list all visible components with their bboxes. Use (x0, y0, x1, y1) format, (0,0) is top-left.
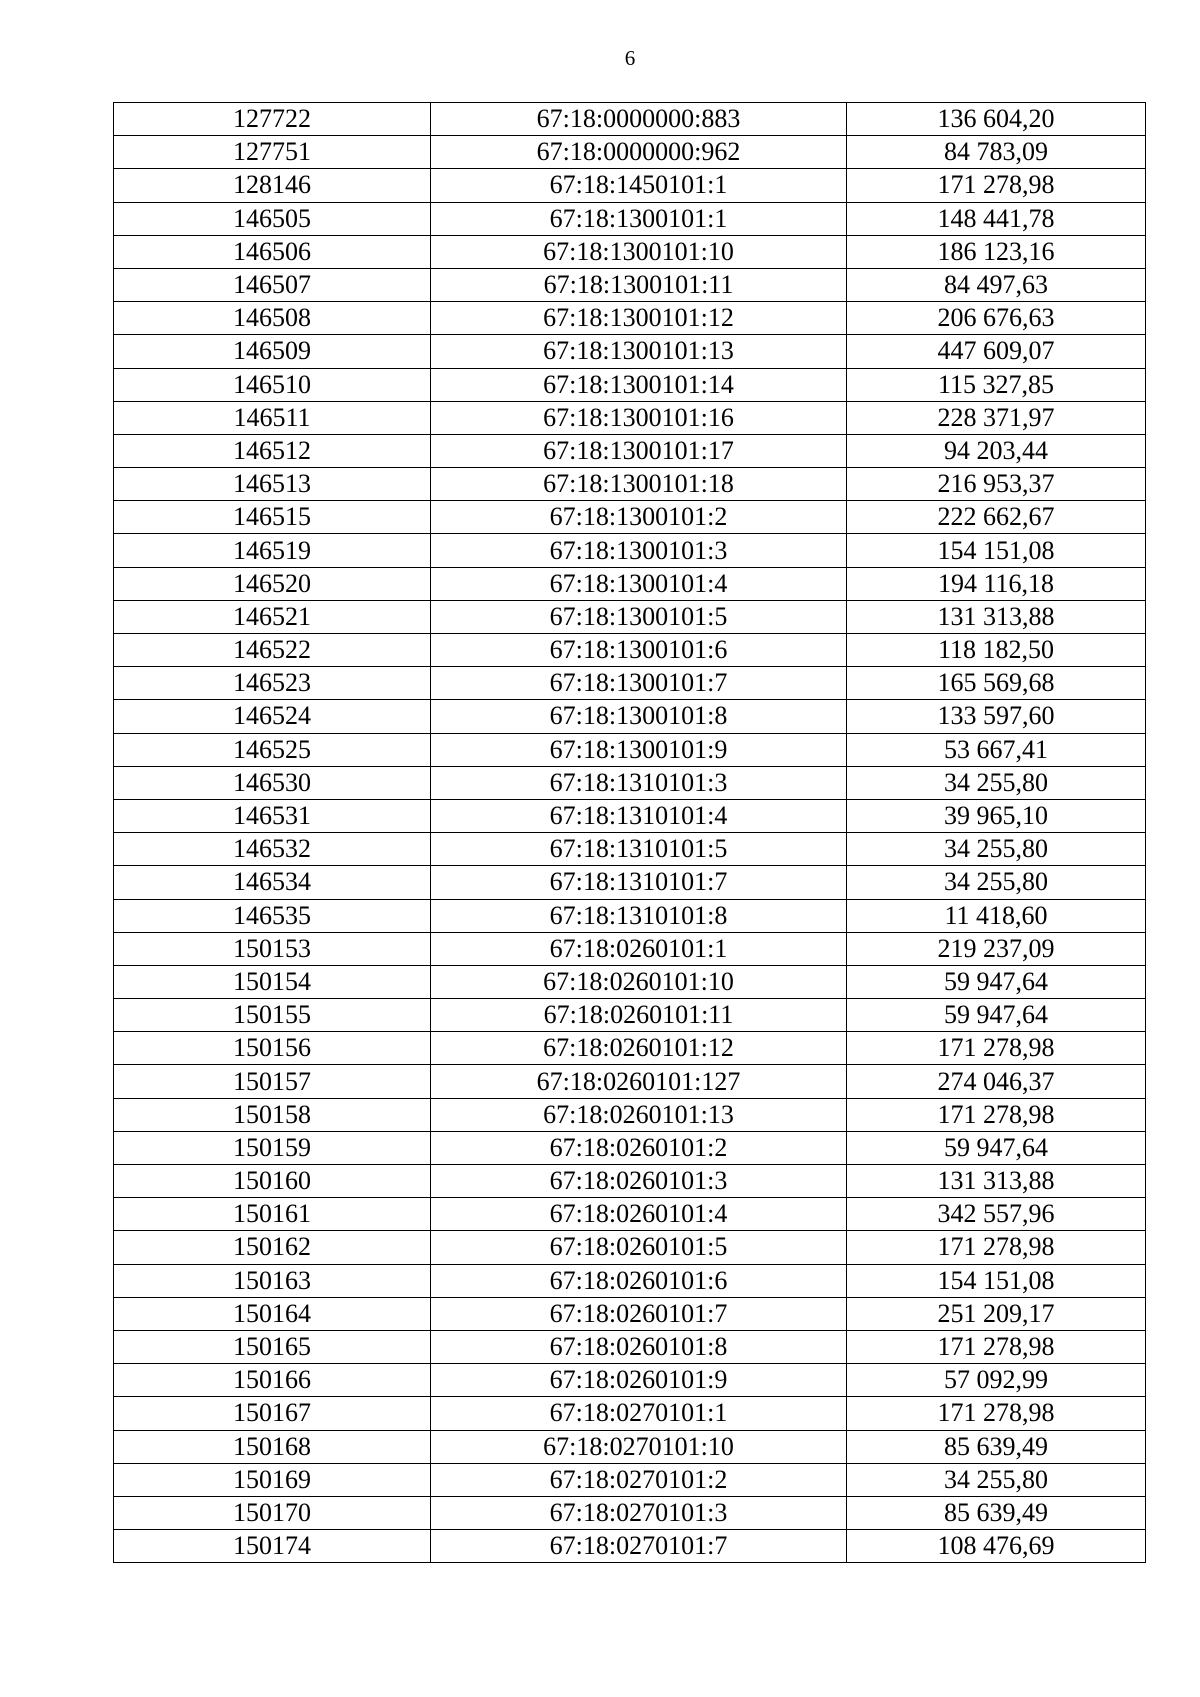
table-row (114, 169, 1146, 202)
amount-cell: 131 313,88 (847, 600, 1146, 633)
cadastral-number-cell: 67:18:1300101:12 (431, 302, 847, 335)
record-id-cell: 146508 (114, 302, 431, 335)
table-row (114, 1430, 1146, 1463)
table-row (114, 534, 1146, 567)
amount-cell: 342 557,96 (847, 1198, 1146, 1231)
cadastral-number-cell: 67:18:1300101:18 (431, 468, 847, 501)
cadastral-number-cell: 67:18:0260101:12 (431, 1032, 847, 1065)
table-row (114, 766, 1146, 799)
record-id-cell: 146505 (114, 202, 431, 235)
table-row (114, 667, 1146, 700)
amount-cell: 94 203,44 (847, 434, 1146, 467)
table-row (114, 1397, 1146, 1430)
cadastral-number-cell: 67:18:0260101:1 (431, 932, 847, 965)
amount-cell: 171 278,98 (847, 1032, 1146, 1065)
table-row (114, 899, 1146, 932)
cadastral-number-cell: 67:18:1310101:3 (431, 766, 847, 799)
amount-cell: 216 953,37 (847, 468, 1146, 501)
table-row (114, 833, 1146, 866)
table-row (114, 799, 1146, 832)
table-row (114, 302, 1146, 335)
record-id-cell: 150165 (114, 1330, 431, 1363)
record-id-cell: 150153 (114, 932, 431, 965)
table-row (114, 866, 1146, 899)
cadastral-number-cell: 67:18:1310101:8 (431, 899, 847, 932)
cadastral-number-cell: 67:18:0260101:5 (431, 1231, 847, 1264)
cadastral-number-cell: 67:18:0270101:2 (431, 1463, 847, 1496)
table-row (114, 932, 1146, 965)
amount-cell: 171 278,98 (847, 1098, 1146, 1131)
record-id-cell: 150170 (114, 1496, 431, 1529)
record-id-cell: 150169 (114, 1463, 431, 1496)
amount-cell: 171 278,98 (847, 1330, 1146, 1363)
cadastral-number-cell: 67:18:0260101:6 (431, 1264, 847, 1297)
amount-cell: 85 639,49 (847, 1430, 1146, 1463)
record-id-cell: 146534 (114, 866, 431, 899)
table-row (114, 1330, 1146, 1363)
table-row (114, 634, 1146, 667)
cadastral-number-cell: 67:18:0260101:7 (431, 1297, 847, 1330)
cadastral-number-cell: 67:18:0270101:7 (431, 1530, 847, 1563)
cadastral-number-cell: 67:18:1300101:3 (431, 534, 847, 567)
amount-cell: 59 947,64 (847, 965, 1146, 998)
amount-cell: 57 092,99 (847, 1364, 1146, 1397)
record-id-cell: 146510 (114, 368, 431, 401)
record-id-cell: 150158 (114, 1098, 431, 1131)
cadastral-number-cell: 67:18:1300101:2 (431, 501, 847, 534)
table-row (114, 501, 1146, 534)
record-id-cell: 150167 (114, 1397, 431, 1430)
amount-cell: 274 046,37 (847, 1065, 1146, 1098)
table-row (114, 335, 1146, 368)
amount-cell: 34 255,80 (847, 833, 1146, 866)
record-id-cell: 150157 (114, 1065, 431, 1098)
record-id-cell: 150164 (114, 1297, 431, 1330)
amount-cell: 108 476,69 (847, 1530, 1146, 1563)
table-row (114, 1098, 1146, 1131)
page-number: 6 (624, 46, 636, 70)
amount-cell: 131 313,88 (847, 1165, 1146, 1198)
record-id-cell: 150163 (114, 1264, 431, 1297)
record-id-cell: 146511 (114, 401, 431, 434)
table-row (114, 567, 1146, 600)
table-row (114, 401, 1146, 434)
table-row (114, 1297, 1146, 1330)
record-id-cell: 146513 (114, 468, 431, 501)
record-id-cell: 150166 (114, 1364, 431, 1397)
amount-cell: 219 237,09 (847, 932, 1146, 965)
cadastral-number-cell: 67:18:0260101:4 (431, 1198, 847, 1231)
table-row (114, 1198, 1146, 1231)
table-row (114, 1496, 1146, 1529)
amount-cell: 194 116,18 (847, 567, 1146, 600)
cadastral-number-cell: 67:18:0260101:9 (431, 1364, 847, 1397)
table-row (114, 368, 1146, 401)
record-id-cell: 128146 (114, 169, 431, 202)
table-row (114, 965, 1146, 998)
cadastral-number-cell: 67:18:1310101:5 (431, 833, 847, 866)
record-id-cell: 146525 (114, 733, 431, 766)
cadastral-number-cell: 67:18:1300101:1 (431, 202, 847, 235)
amount-cell: 118 182,50 (847, 634, 1146, 667)
table-row (114, 468, 1146, 501)
record-id-cell: 127722 (114, 103, 431, 136)
record-id-cell: 146521 (114, 600, 431, 633)
amount-cell: 34 255,80 (847, 866, 1146, 899)
table-row (114, 235, 1146, 268)
record-id-cell: 146524 (114, 700, 431, 733)
registry-table (113, 102, 1146, 1563)
cadastral-number-cell: 67:18:1300101:9 (431, 733, 847, 766)
amount-cell: 228 371,97 (847, 401, 1146, 434)
record-id-cell: 146519 (114, 534, 431, 567)
record-id-cell: 150156 (114, 1032, 431, 1065)
amount-cell: 206 676,63 (847, 302, 1146, 335)
cadastral-number-cell: 67:18:0260101:2 (431, 1131, 847, 1164)
table-row (114, 1231, 1146, 1264)
table-row (114, 1065, 1146, 1098)
amount-cell: 154 151,08 (847, 1264, 1146, 1297)
cadastral-number-cell: 67:18:0260101:8 (431, 1330, 847, 1363)
cadastral-number-cell: 67:18:1300101:16 (431, 401, 847, 434)
amount-cell: 165 569,68 (847, 667, 1146, 700)
cadastral-number-cell: 67:18:0270101:1 (431, 1397, 847, 1430)
table-row (114, 1131, 1146, 1164)
cadastral-number-cell: 67:18:0260101:10 (431, 965, 847, 998)
record-id-cell: 146523 (114, 667, 431, 700)
amount-cell: 251 209,17 (847, 1297, 1146, 1330)
amount-cell: 447 609,07 (847, 335, 1146, 368)
cadastral-number-cell: 67:18:1310101:7 (431, 866, 847, 899)
table-row (114, 103, 1146, 136)
amount-cell: 34 255,80 (847, 766, 1146, 799)
table-row (114, 1364, 1146, 1397)
amount-cell: 115 327,85 (847, 368, 1146, 401)
record-id-cell: 146532 (114, 833, 431, 866)
cadastral-number-cell: 67:18:1300101:10 (431, 235, 847, 268)
amount-cell: 11 418,60 (847, 899, 1146, 932)
cadastral-number-cell: 67:18:1300101:14 (431, 368, 847, 401)
amount-cell: 39 965,10 (847, 799, 1146, 832)
cadastral-number-cell: 67:18:1300101:8 (431, 700, 847, 733)
table-row (114, 1165, 1146, 1198)
table-row (114, 1530, 1146, 1563)
amount-cell: 136 604,20 (847, 103, 1146, 136)
amount-cell: 85 639,49 (847, 1496, 1146, 1529)
cadastral-number-cell: 67:18:1300101:13 (431, 335, 847, 368)
record-id-cell: 150162 (114, 1231, 431, 1264)
cadastral-number-cell: 67:18:1300101:7 (431, 667, 847, 700)
record-id-cell: 146522 (114, 634, 431, 667)
table-row (114, 733, 1146, 766)
amount-cell: 59 947,64 (847, 999, 1146, 1032)
record-id-cell: 150161 (114, 1198, 431, 1231)
table-row (114, 1264, 1146, 1297)
cadastral-number-cell: 67:18:0260101:11 (431, 999, 847, 1032)
amount-cell: 154 151,08 (847, 534, 1146, 567)
amount-cell: 171 278,98 (847, 1231, 1146, 1264)
amount-cell: 171 278,98 (847, 1397, 1146, 1430)
table-row (114, 268, 1146, 301)
amount-cell: 34 255,80 (847, 1463, 1146, 1496)
cadastral-number-cell: 67:18:1300101:5 (431, 600, 847, 633)
record-id-cell: 146535 (114, 899, 431, 932)
cadastral-number-cell: 67:18:0000000:883 (431, 103, 847, 136)
record-id-cell: 150174 (114, 1530, 431, 1563)
table-row (114, 999, 1146, 1032)
cadastral-number-cell: 67:18:0270101:3 (431, 1496, 847, 1529)
record-id-cell: 146512 (114, 434, 431, 467)
record-id-cell: 150154 (114, 965, 431, 998)
record-id-cell: 150168 (114, 1430, 431, 1463)
record-id-cell: 146531 (114, 799, 431, 832)
cadastral-number-cell: 67:18:1300101:4 (431, 567, 847, 600)
amount-cell: 148 441,78 (847, 202, 1146, 235)
cadastral-number-cell: 67:18:0000000:962 (431, 136, 847, 169)
cadastral-number-cell: 67:18:1300101:17 (431, 434, 847, 467)
amount-cell: 133 597,60 (847, 700, 1146, 733)
cadastral-number-cell: 67:18:1300101:6 (431, 634, 847, 667)
amount-cell: 186 123,16 (847, 235, 1146, 268)
amount-cell: 222 662,67 (847, 501, 1146, 534)
registry-table-body (114, 103, 1146, 1563)
amount-cell: 84 783,09 (847, 136, 1146, 169)
table-row (114, 202, 1146, 235)
cadastral-number-cell: 67:18:1310101:4 (431, 799, 847, 832)
record-id-cell: 150160 (114, 1165, 431, 1198)
amount-cell: 171 278,98 (847, 169, 1146, 202)
amount-cell: 59 947,64 (847, 1131, 1146, 1164)
table-row (114, 1463, 1146, 1496)
record-id-cell: 127751 (114, 136, 431, 169)
table-row (114, 136, 1146, 169)
record-id-cell: 150159 (114, 1131, 431, 1164)
record-id-cell: 146520 (114, 567, 431, 600)
table-row (114, 600, 1146, 633)
cadastral-number-cell: 67:18:0260101:127 (431, 1065, 847, 1098)
record-id-cell: 146506 (114, 235, 431, 268)
table-row (114, 1032, 1146, 1065)
table-row (114, 700, 1146, 733)
record-id-cell: 146515 (114, 501, 431, 534)
record-id-cell: 146509 (114, 335, 431, 368)
record-id-cell: 150155 (114, 999, 431, 1032)
amount-cell: 84 497,63 (847, 268, 1146, 301)
record-id-cell: 146507 (114, 268, 431, 301)
record-id-cell: 146530 (114, 766, 431, 799)
cadastral-number-cell: 67:18:0270101:10 (431, 1430, 847, 1463)
table-row (114, 434, 1146, 467)
cadastral-number-cell: 67:18:1300101:11 (431, 268, 847, 301)
cadastral-number-cell: 67:18:0260101:13 (431, 1098, 847, 1131)
cadastral-number-cell: 67:18:0260101:3 (431, 1165, 847, 1198)
cadastral-number-cell: 67:18:1450101:1 (431, 169, 847, 202)
amount-cell: 53 667,41 (847, 733, 1146, 766)
